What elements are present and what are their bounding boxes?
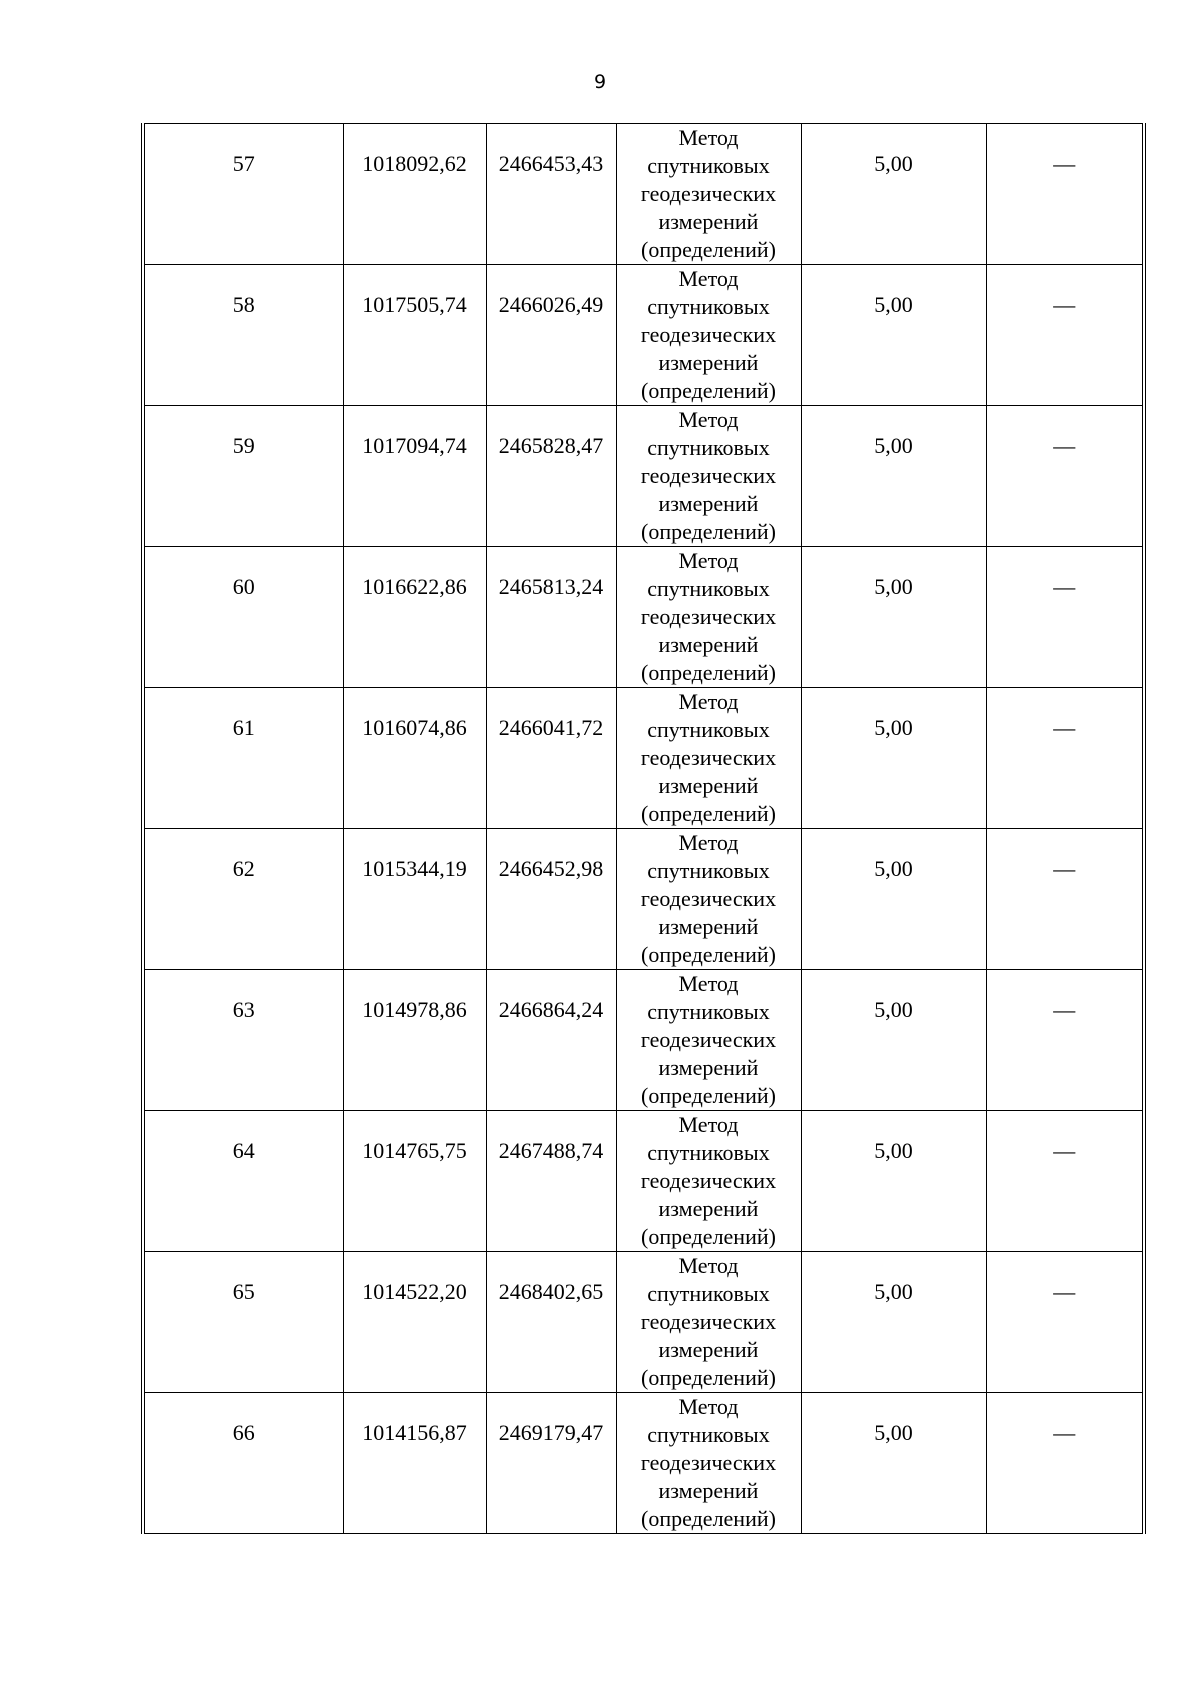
- table-row: [145, 547, 1142, 688]
- method-cell: [616, 265, 801, 406]
- method-line: геодезических: [640, 322, 777, 347]
- note-cell: —: [986, 1111, 1142, 1252]
- note-cell: —: [986, 688, 1142, 829]
- method-line: Метод: [678, 266, 739, 291]
- method-line: (определений): [641, 378, 776, 403]
- y-coordinate-cell: 2466453,43: [486, 124, 616, 265]
- table-row: [145, 829, 1142, 970]
- accuracy-cell: 5,00: [801, 547, 986, 688]
- method-line: спутниковых: [647, 1140, 770, 1165]
- x-coordinate-cell: 1014156,87: [343, 1393, 486, 1534]
- method-line: Метод: [678, 407, 739, 432]
- method-line: Метод: [678, 1112, 739, 1137]
- method-line: (определений): [641, 801, 776, 826]
- x-coordinate-cell: 1016074,86: [343, 688, 486, 829]
- method-line: геодезических: [640, 1450, 777, 1475]
- accuracy-cell: 5,00: [801, 1393, 986, 1534]
- note-cell: —: [986, 829, 1142, 970]
- method-line: измерений: [658, 350, 759, 375]
- x-coordinate-cell: 1016622,86: [343, 547, 486, 688]
- note-cell: —: [986, 547, 1142, 688]
- method-line: Метод: [678, 1253, 739, 1278]
- method-line: измерений: [658, 1478, 759, 1503]
- method-cell: [616, 829, 801, 970]
- point-number-cell: 57: [145, 124, 343, 265]
- method-cell: [616, 406, 801, 547]
- method-line: геодезических: [640, 1027, 777, 1052]
- method-line: (определений): [641, 1083, 776, 1108]
- point-number-cell: 66: [145, 1393, 343, 1534]
- method-line: измерений: [658, 773, 759, 798]
- method-line: Метод: [678, 971, 739, 996]
- method-line: измерений: [658, 914, 759, 939]
- method-cell: [616, 1393, 801, 1534]
- method-line: геодезических: [640, 463, 777, 488]
- method-cell: [616, 1111, 801, 1252]
- x-coordinate-cell: 1015344,19: [343, 829, 486, 970]
- method-cell: [616, 688, 801, 829]
- y-coordinate-cell: 2466041,72: [486, 688, 616, 829]
- method-line: измерений: [658, 209, 759, 234]
- y-coordinate-cell: 2466864,24: [486, 970, 616, 1111]
- y-coordinate-cell: 2468402,65: [486, 1252, 616, 1393]
- note-cell: —: [986, 1393, 1142, 1534]
- y-coordinate-cell: 2465813,24: [486, 547, 616, 688]
- accuracy-cell: 5,00: [801, 829, 986, 970]
- note-cell: —: [986, 265, 1142, 406]
- method-line: (определений): [641, 660, 776, 685]
- coordinates-table: [145, 123, 1142, 1534]
- method-line: Метод: [678, 1394, 739, 1419]
- method-line: геодезических: [640, 745, 777, 770]
- note-cell: —: [986, 1252, 1142, 1393]
- method-line: спутниковых: [647, 435, 770, 460]
- method-line: геодезических: [640, 181, 777, 206]
- point-number-cell: 62: [145, 829, 343, 970]
- y-coordinate-cell: 2466026,49: [486, 265, 616, 406]
- method-line: измерений: [658, 1337, 759, 1362]
- point-number-cell: 61: [145, 688, 343, 829]
- x-coordinate-cell: 1017505,74: [343, 265, 486, 406]
- x-coordinate-cell: 1014765,75: [343, 1111, 486, 1252]
- point-number-cell: 58: [145, 265, 343, 406]
- method-cell: [616, 124, 801, 265]
- method-line: спутниковых: [647, 294, 770, 319]
- note-cell: —: [986, 124, 1142, 265]
- method-line: спутниковых: [647, 1281, 770, 1306]
- table-row: [145, 970, 1142, 1111]
- method-line: Метод: [678, 548, 739, 573]
- y-coordinate-cell: 2467488,74: [486, 1111, 616, 1252]
- accuracy-cell: 5,00: [801, 1111, 986, 1252]
- method-line: спутниковых: [647, 153, 770, 178]
- method-line: Метод: [678, 689, 739, 714]
- method-cell: [616, 970, 801, 1111]
- table-row: [145, 688, 1142, 829]
- table-row: [145, 265, 1142, 406]
- x-coordinate-cell: 1014978,86: [343, 970, 486, 1111]
- method-cell: [616, 547, 801, 688]
- method-line: геодезических: [640, 604, 777, 629]
- method-line: Метод: [678, 830, 739, 855]
- point-number-cell: 59: [145, 406, 343, 547]
- table-row: [145, 1111, 1142, 1252]
- coordinates-table-wrapper: [141, 123, 1146, 1534]
- point-number-cell: 63: [145, 970, 343, 1111]
- point-number-cell: 60: [145, 547, 343, 688]
- method-line: спутниковых: [647, 1422, 770, 1447]
- note-cell: —: [986, 970, 1142, 1111]
- accuracy-cell: 5,00: [801, 688, 986, 829]
- method-line: геодезических: [640, 1309, 777, 1334]
- accuracy-cell: 5,00: [801, 406, 986, 547]
- page-number: 9: [593, 71, 607, 93]
- table-row: [145, 1252, 1142, 1393]
- x-coordinate-cell: 1014522,20: [343, 1252, 486, 1393]
- y-coordinate-cell: 2466452,98: [486, 829, 616, 970]
- method-line: (определений): [641, 1365, 776, 1390]
- table-row: [145, 124, 1142, 265]
- method-line: спутниковых: [647, 999, 770, 1024]
- accuracy-cell: 5,00: [801, 124, 986, 265]
- y-coordinate-cell: 2469179,47: [486, 1393, 616, 1534]
- method-line: Метод: [678, 125, 739, 150]
- method-line: измерений: [658, 1196, 759, 1221]
- method-line: спутниковых: [647, 717, 770, 742]
- method-line: спутниковых: [647, 858, 770, 883]
- method-line: измерений: [658, 491, 759, 516]
- x-coordinate-cell: 1017094,74: [343, 406, 486, 547]
- method-line: (определений): [641, 942, 776, 967]
- accuracy-cell: 5,00: [801, 1252, 986, 1393]
- table-row: [145, 1393, 1142, 1534]
- method-line: (определений): [641, 1224, 776, 1249]
- method-line: (определений): [641, 237, 776, 262]
- method-cell: [616, 1252, 801, 1393]
- point-number-cell: 65: [145, 1252, 343, 1393]
- method-line: геодезических: [640, 1168, 777, 1193]
- method-line: (определений): [641, 1506, 776, 1531]
- accuracy-cell: 5,00: [801, 970, 986, 1111]
- method-line: (определений): [641, 519, 776, 544]
- accuracy-cell: 5,00: [801, 265, 986, 406]
- method-line: измерений: [658, 632, 759, 657]
- method-line: измерений: [658, 1055, 759, 1080]
- method-line: геодезических: [640, 886, 777, 911]
- table-row: [145, 406, 1142, 547]
- y-coordinate-cell: 2465828,47: [486, 406, 616, 547]
- method-line: спутниковых: [647, 576, 770, 601]
- x-coordinate-cell: 1018092,62: [343, 124, 486, 265]
- point-number-cell: 64: [145, 1111, 343, 1252]
- note-cell: —: [986, 406, 1142, 547]
